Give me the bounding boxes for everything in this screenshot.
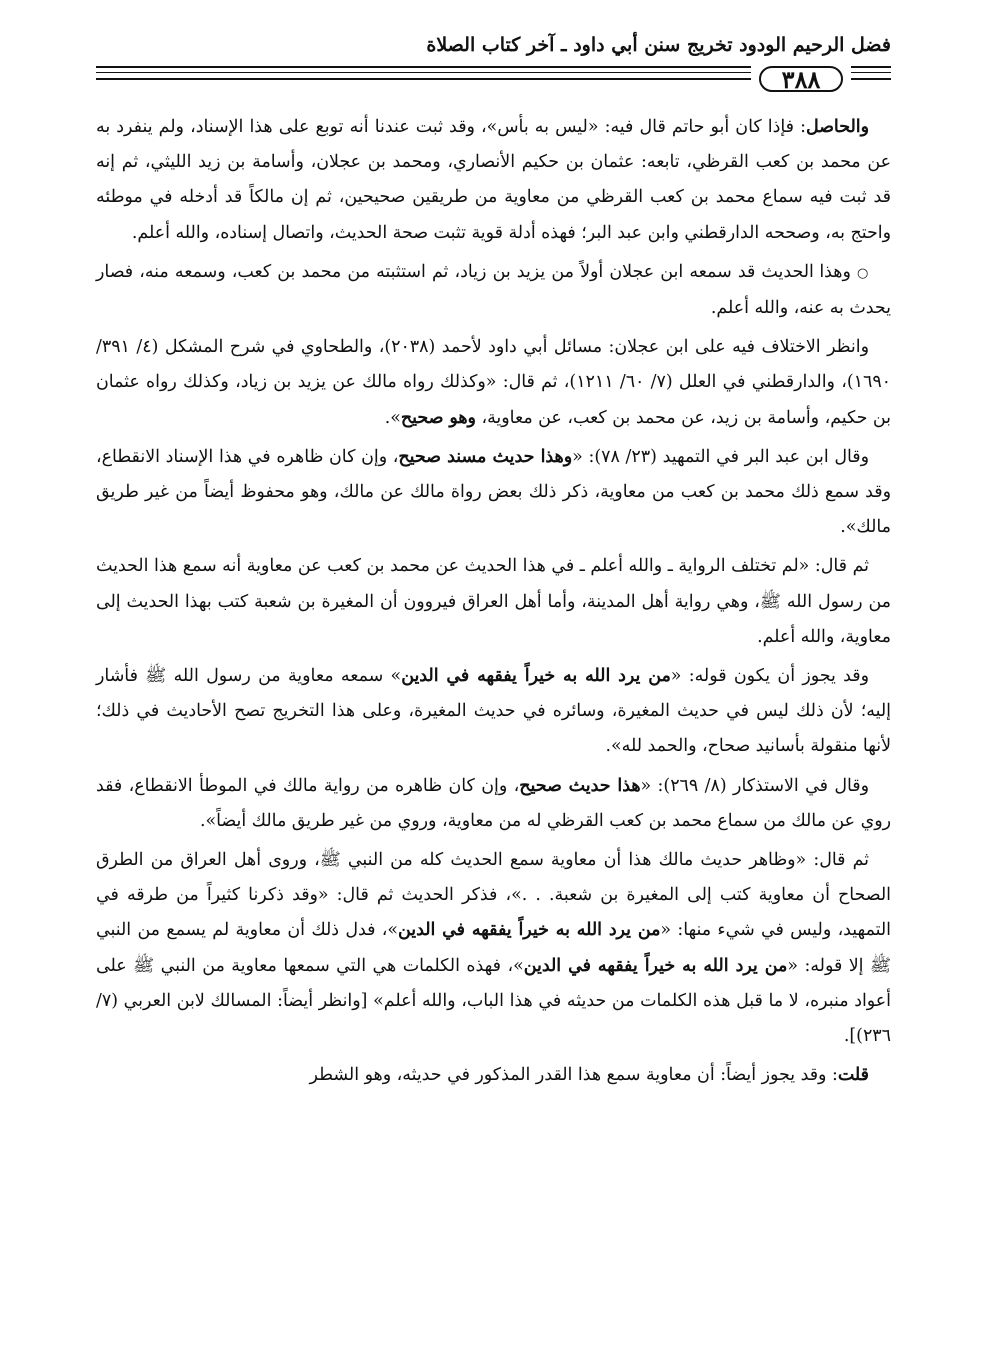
- paragraph-bold-text: وهو صحيح: [400, 407, 476, 428]
- paragraph-zahir: [96, 843, 891, 1058]
- page-number-badge: [751, 64, 851, 94]
- paragraph-text: »، فدل ذلك أن معاوية لم يسمع من النبي ﷺ إلا قوله: «: [96, 920, 892, 976]
- paragraph-text: ثم قال: «لم تختلف الرواية ـ والله أعلم ـ في هذا الحديث عن محمد بن كعب عن معاوية أنه سمع هذا الحديث من رسول الله ﷺ، وهي رواية أهل المدينة، وأما أهل العراق فيروون أن المغيرة بن شعبة كتب بهذا الحديث إلى معاوية، والله أعلم.: [96, 556, 891, 647]
- paragraph-istidhkar: [96, 769, 891, 843]
- paragraph-text: وقد يجوز أن يكون قوله: «: [670, 666, 869, 687]
- paragraph-text: وانظر الاختلاف فيه على ابن عجلان: مسائل أبي داود لأحمد (٢٠٣٨)، والطحاوي في شرح المشكل (٤/ ٣٩١/ ١٦٩٠)، والدارقطني في العلل (٧/ ٦٠/ ١٢١١)، ثم قال: «وكذلك رواه مالك عن يزيد بن زياد، وكذلك رواه عثمان بن حكيم، وأسامة بن زيد، عن محمد بن كعب، عن معاوية،: [96, 337, 892, 428]
- paragraph-bold-text: هذا حديث صحيح: [519, 775, 641, 796]
- page-number: ٣٨٨: [781, 64, 821, 94]
- paragraph-text: وقال ابن عبد البر في التمهيد (٢٣/ ٧٨): «: [572, 446, 870, 467]
- paragraph-text: ثم قال: «وظاهر حديث مالك هذا أن معاوية سمع الحديث كله من النبي ﷺ، وروى أهل العراق من الطرق الصحاح أن معاوية كتب إلى المغيرة بن شعبة. . .»، فذكر الحديث ثم قال: «وقد ذكرنا كثيراً من طرقه في التمهيد، وليس في شيء منها: «: [96, 850, 892, 941]
- paragraph-text: : فإذا كان أبو حاتم قال فيه: «ليس به بأس»، وقد ثبت عندنا أنه توبع على هذا الإسناد، ولم ينفرد به عن محمد بن كعب القرظي، تابعه: عثمان بن حكيم الأنصاري، ومحمد بن عجلان، وأسامة بن زيد الليثي، ثم إنه قد ثبت فيه سماع محمد بن كعب القرظي من معاوية من طريقين صحيحين، ثم إن مالكاً قد أدخله في موطئه واحتج به، وصححه الدارقطني وابن عبد البر؛ فهذه أدلة قوية تثبت صحة الحديث، واتصال إسناده، والله أعلم.: [96, 117, 891, 243]
- paragraph-bold-text: من يرد الله به خيراً يفقهه في الدين: [523, 955, 788, 976]
- paragraph-ikhtilaf: [96, 330, 891, 440]
- paragraph-lead: قلت: [837, 1065, 869, 1086]
- running-title: فضل الرحيم الودود تخريج سنن أبي داود ـ آخر كتاب الصلاة: [426, 34, 891, 56]
- paragraph-text: : وقد يجوز أيضاً: أن معاوية سمع هذا القدر المذكور في حديثه، وهو الشطر: [309, 1065, 838, 1086]
- paragraph-text: ، وإن كان ظاهره في هذا الإسناد الانقطاع، وقد سمع ذلك محمد بن كعب من معاوية، ذكر ذلك بعض رواة مالك عن مالك، وهو محفوظ أيضاً من غير طريق مالك».: [96, 446, 891, 538]
- paragraph-text: وقال في الاستذكار (٨/ ٢٦٩): «: [640, 775, 869, 796]
- paragraph-tamhid: [96, 440, 891, 550]
- page-header: [96, 28, 891, 102]
- page-body: [96, 110, 891, 1097]
- paragraph-lead: والحاصل: [806, 117, 869, 137]
- paragraph-summary: [96, 110, 891, 255]
- paragraph-text: ، وإن كان ظاهره من رواية مالك في الموطأ الانقطاع، فقد روي عن مالك من سماع محمد بن كعب القرظي له من معاوية، وروي من غير طريق مالك أيضاً».: [96, 775, 891, 831]
- bullet-circle-icon: ○: [857, 265, 870, 281]
- paragraph-riwaya: [96, 549, 891, 659]
- paragraph-qawluh: [96, 659, 891, 769]
- paragraph-text: »، فهذه الكلمات هي التي سمعها معاوية من النبي ﷺ على أعواد منبره، لا ما قبل هذه الكلمات من حديثه في هذا الباب، والله أعلم» [وانظر أيضاً: المسالك لابن العربي (٧/ ٢٣٦)].: [96, 955, 891, 1047]
- paragraph-note: [96, 255, 891, 330]
- paragraph-bold-text: وهذا حديث مسند صحيح: [398, 446, 573, 467]
- paragraph-bold-text: من يرد الله به خيراً يفقهه في الدين: [401, 666, 671, 687]
- paragraph-text: » سمعه معاوية من رسول الله ﷺ فأشار إليه؛ لأن ذلك ليس في حديث المغيرة، وسائره في حديث المغيرة، وعلى هذا التخريج تصح الأحاديث في ذلك؛ لأنها منقولة بأسانيد صحاح، والحمد لله».: [96, 666, 891, 757]
- book-page: [96, 28, 891, 1097]
- paragraph-text: ».: [384, 407, 401, 428]
- paragraph-bold-text: من يرد الله به خيراً يفقهه في الدين: [398, 920, 661, 941]
- paragraph-text: وهذا الحديث قد سمعه ابن عجلان أولاً من يزيد بن زياد، ثم استثبته من محمد بن كعب، وسمعه منه، فصار يحدث به عنه، والله أعلم.: [96, 261, 891, 319]
- paragraph-qultu: [96, 1058, 891, 1097]
